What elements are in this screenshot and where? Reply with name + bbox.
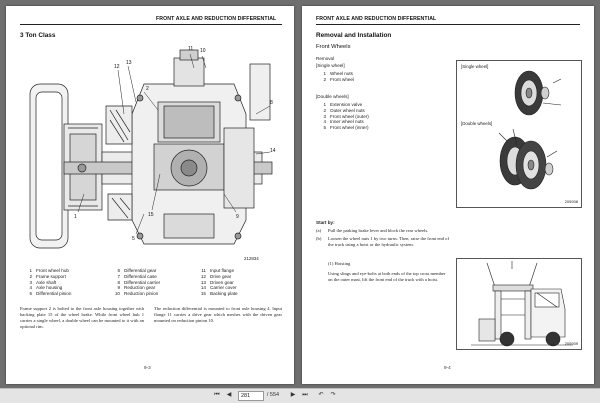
body-paragraph-right: The reduction differential is mounted to front axle housing 4. Input flange 11 carries a drive gear which meshes with the driven gear mounted on reduction pinion 10.	[154, 306, 282, 323]
callout-11: 11	[188, 46, 194, 52]
wheels-illustration	[457, 61, 581, 207]
viewer-toolbar	[0, 388, 600, 403]
callout-15: 15	[148, 212, 154, 218]
hoisting-text: Using slings and eye-bolts at both ends of the top cross member on the outer mast, lift the front end of the truck with a hoist.	[328, 271, 446, 282]
truck-hoist-illustration	[457, 259, 581, 349]
body-paragraph-left: Frame support 2 is bolted to the front axle housing together with backing plate 15 of the wheel brake. While front wheel hub 1 carries a single wheel, a double wheel can be mounted to it with an optional rim.	[20, 306, 144, 329]
step-a-text: Pull the parking brake lever and block the rear wheels.	[328, 228, 429, 233]
single-wheel-list: 1 Wheel nuts 2 Front wheel	[323, 71, 355, 82]
callout-14: 14	[270, 148, 276, 154]
last-page-icon[interactable]: ⏭	[302, 392, 308, 398]
callout-13: 13	[126, 60, 132, 66]
legend-col-3: 11 Input flange 12 Drive gear 13 Driven gear 14 Carrier cover 15 Backing plate	[200, 268, 238, 297]
page-number: 9-4	[444, 365, 451, 370]
truck-figure	[456, 258, 582, 350]
axle-cross-section-diagram	[24, 44, 278, 264]
forward-icon[interactable]: ↷	[330, 392, 336, 398]
fig-double-caption: [Double wheels]	[461, 121, 493, 126]
removal-label: Removal	[316, 56, 335, 61]
page-number: 9-3	[144, 365, 151, 370]
step-b-text: Loosen the wheel nuts 1 by two turns. Then, raise the front end of the truck using a hoist or the hydraulic system.	[328, 236, 449, 247]
fig-single-caption: [Single wheel]	[461, 64, 489, 69]
section-title: Removal and Installation	[316, 32, 392, 39]
callout-8: 8	[270, 100, 273, 106]
page-header: FRONT AXLE AND REDUCTION DIFFERENTIAL	[156, 16, 277, 22]
wheels-figure	[456, 60, 582, 208]
previous-page-icon[interactable]: ◀	[226, 392, 232, 398]
left-page	[6, 6, 294, 384]
callout-1: 1	[74, 214, 77, 220]
start-by-label: Start by:	[316, 220, 335, 225]
hoisting-label: (1) Hoisting	[328, 261, 351, 266]
figure-id: 212834	[244, 256, 259, 261]
page-header: FRONT AXLE AND REDUCTION DIFFERENTIAL	[316, 16, 437, 22]
page-number-input[interactable]: 281	[238, 391, 264, 401]
callout-9: 9	[236, 214, 239, 220]
callout-2: 2	[146, 86, 149, 92]
double-wheel-list: 1 Extension valve 2 Outer wheel nuts 3 Front wheel (outer) 4 Inner wheel nuts 5 Front wheel (inner)	[323, 102, 369, 131]
next-page-icon[interactable]: ▶	[290, 392, 296, 398]
legend-col-2: 6 Differential gear 7 Differential case 8 Differential carrier 9 Reduction gear 10 Reduction pinion	[114, 268, 161, 297]
section-title: 3 Ton Class	[20, 32, 56, 39]
step-b-mark: (b)	[316, 236, 322, 241]
callout-10: 10	[200, 48, 206, 54]
back-icon[interactable]: ↶	[318, 392, 324, 398]
step-a-mark: (a)	[316, 228, 322, 233]
header-rule	[20, 24, 282, 25]
single-wheel-label: [Single wheel]	[316, 63, 345, 68]
double-wheel-label: [Double wheels]	[316, 94, 349, 99]
right-page	[302, 6, 594, 384]
first-page-icon[interactable]: ⏮	[214, 392, 220, 398]
legend-col-1: 1 Front wheel hub 2 Frame support 3 Axle shaft 4 Axle housing 5 Differential pinion	[29, 268, 72, 297]
header-rule	[316, 24, 580, 25]
callout-5: 5	[132, 236, 135, 242]
fig-wheels-id: 205938	[564, 199, 578, 204]
total-pages: / 554	[266, 392, 280, 398]
callout-12: 12	[114, 64, 120, 70]
fig-truck-id: 205939	[564, 341, 578, 346]
subsection-title: Front Wheels	[316, 44, 351, 50]
